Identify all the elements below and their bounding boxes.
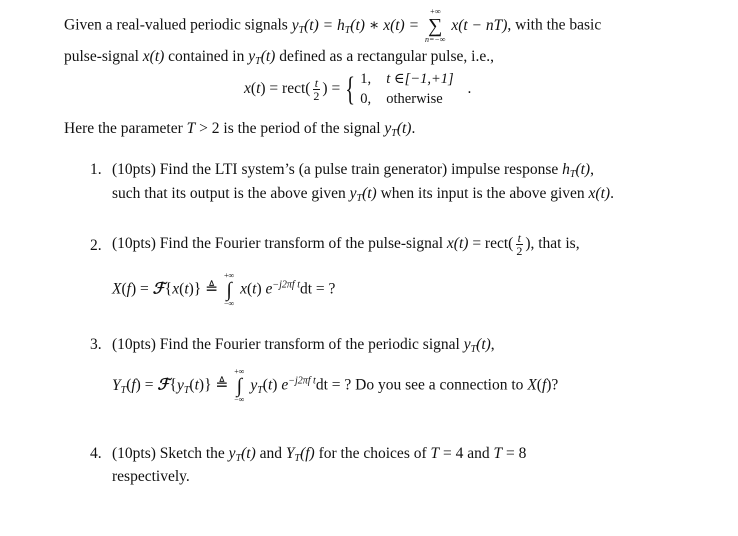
intro-line-1: Given a real-valued periodic signals $y_T(t) = h_T(t)$ ∗ x(t) = +∞ ∑ n=−∞ x(t − nT), with the basic xyxy=(64,7,602,44)
math-yT-of-t: $y_T(t)$ xyxy=(463,336,491,355)
math-hT-of-t: $h_T(t)$ xyxy=(562,161,591,180)
math-T-gt-2: T xyxy=(186,120,196,137)
math-x-of-t: x(t) xyxy=(142,48,165,65)
item-3-line-1: (10pts) Find the Fourier transform of the periodic signal $y_T(t)$, xyxy=(112,336,495,355)
math-YT-of-f: $Y_T(f)$ xyxy=(285,445,315,464)
item-1-number: 1. xyxy=(90,161,102,178)
piecewise-cases: 1, t ∈[−1,+1] 0, otherwise xyxy=(360,71,454,107)
math-x-of-t: x(t) xyxy=(588,185,611,202)
integral-symbol: +∞ ∫ −∞ xyxy=(234,367,245,404)
item-1-line-2: such that its output is the above given $y_T(t)$ when its input is the above given x(t). xyxy=(112,185,614,204)
summation-symbol: +∞ ∑ n=−∞ xyxy=(424,7,446,44)
math-yT-of-t: $y_T(t)$ xyxy=(384,120,412,139)
item-2-number: 2. xyxy=(90,237,102,254)
item-1-line-1: (10pts) Find the LTI system’s (a pulse train generator) impulse response $h_T(t)$, xyxy=(112,161,594,180)
left-brace: { xyxy=(345,70,356,108)
item-3-fourier-equation: $Y_T(f)$ = $ℱ\{y_T(t)\}$ ≜ +∞ ∫ −∞ $y_T(t) e^{-j2\pi f t}dt$ = ? Do you see a connection to X(f)? xyxy=(112,367,559,404)
math-yT-of-t: $y_T(t)$ xyxy=(349,185,377,204)
item-4-line-1: (10pts) Sketch the $y_T(t)$ and $Y_T(f)$ for the choices of T = 4 and T = 8 xyxy=(112,445,527,464)
math-rect-pulse: x(t) xyxy=(446,235,469,253)
item-2-line-1: (10pts) Find the Fourier transform of the pulse-signal x(t) = rect( $\frac{t}{2}$ ), that is, xyxy=(112,231,580,258)
item-4-line-2: respectively. xyxy=(112,468,190,485)
item-4-number: 4. xyxy=(90,445,102,462)
rect-definition-equation: x(t) = rect( $\frac{t}{2}$ ) = { 1, t ∈[−1,+1] 0, otherwise . xyxy=(244,70,472,108)
intro-line-4: Here the parameter T > 2 is the period of the signal $y_T(t)$. xyxy=(64,120,416,139)
math-periodic-signal-definition: $y_T(t) = h_T(t)$ ∗ x(t) = +∞ ∑ n=−∞ x(t − nT) xyxy=(291,7,508,44)
item-2-fourier-equation: X(f) = ℱ{x(t)} ≜ +∞ ∫ −∞ x(t) $e^{-j2\pi f t}dt$ = ? xyxy=(112,271,336,308)
intro-line-2: pulse-signal x(t) contained in $y_T(t)$ defined as a rectangular pulse, i.e., xyxy=(64,48,494,67)
item-3-number: 3. xyxy=(90,336,102,353)
math-yT-of-t: $y_T(t)$ xyxy=(228,445,256,464)
integral-symbol: +∞ ∫ −∞ xyxy=(223,271,235,308)
math-yT-of-t: $y_T(t)$ xyxy=(248,48,276,67)
